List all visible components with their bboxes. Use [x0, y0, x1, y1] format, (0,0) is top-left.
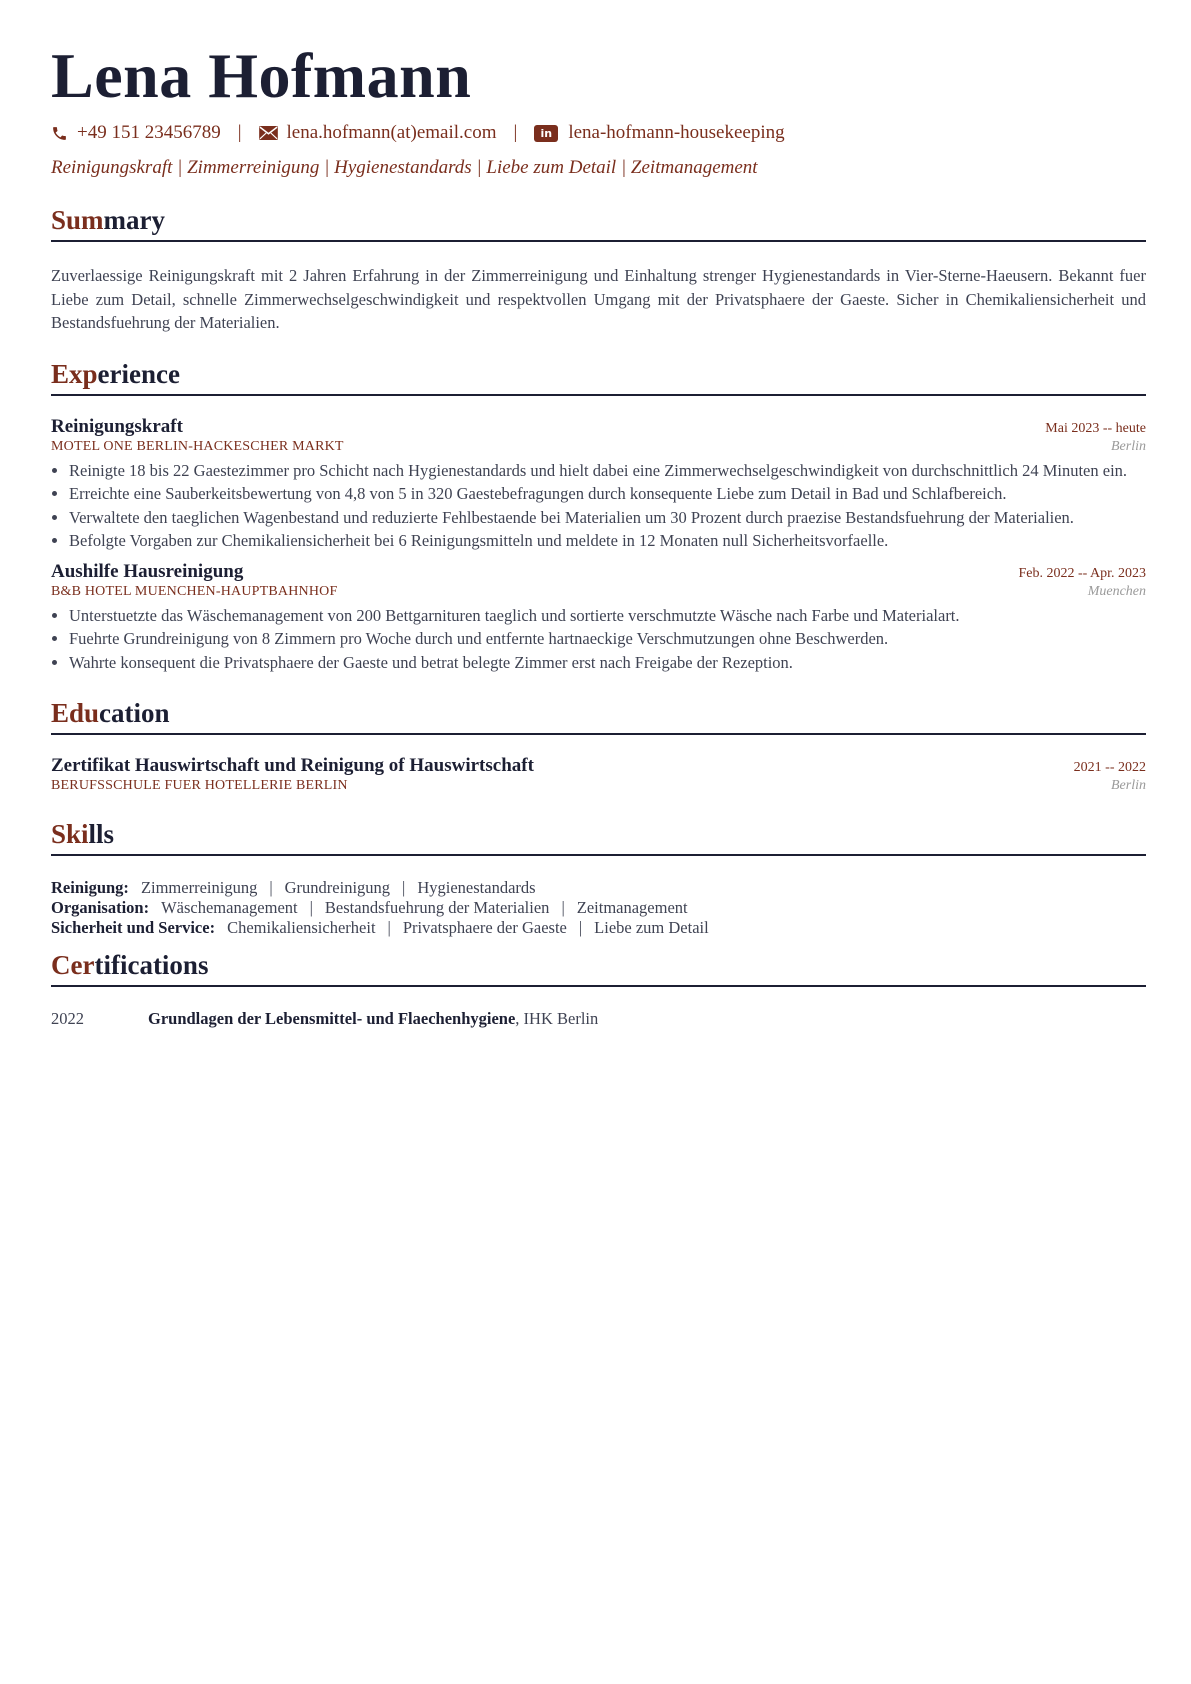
candidate-name	[51, 36, 1146, 116]
section-title-skills: Skills	[51, 817, 1146, 856]
bullet-item: • Wahrte konsequent die Privatsphaere der Gaeste und betrat belegte Zimmer erst nach Freigabe der Rezeption.	[69, 651, 1146, 675]
linkedin-handle: lena-hofmann-housekeeping	[568, 122, 785, 143]
bullet-item: • Fuehrte Grundreinigung von 8 Zimmern pro Woche durch und entfernte hartnaeckige Verschmutzungen ohne Beschwerden.	[69, 627, 1146, 651]
job-title: Aushilfe Hausreinigung	[51, 560, 244, 582]
email-contact[interactable]	[259, 122, 497, 144]
school-location: Berlin	[1111, 778, 1146, 793]
headline-tagline: Reinigungskraft | Zimmerreinigung | Hygienestandards | Liebe zum Detail | Zeitmanagement	[51, 157, 758, 178]
skill-item: Chemikaliensicherheit	[227, 918, 376, 937]
contact-separator: |	[237, 122, 242, 143]
skill-separator: |	[578, 918, 583, 937]
employer: B&B HOTEL MUENCHEN-HAUPTBAHNHOF	[51, 583, 338, 599]
skill-item: Bestandsfuehrung der Materialien	[324, 898, 550, 917]
employer: MOTEL ONE BERLIN-HACKESCHER MARKT	[51, 438, 344, 454]
skill-item: Grundreinigung	[284, 878, 391, 897]
certifications-section	[51, 948, 1146, 1029]
job-title: Reinigungskraft	[51, 415, 183, 437]
skill-category: Reinigung:	[51, 878, 129, 897]
experience-section	[51, 357, 1146, 675]
certification-entry	[51, 1009, 1146, 1029]
job-location: Muenchen	[1087, 583, 1146, 599]
contact-separator: |	[513, 122, 518, 143]
bullet-item: • Unterstuetzte das Wäschemanagement von 200 Bettgarnituren taeglich und sortierte verschmutzte Wäsche nach Farbe und Materialart.	[69, 604, 1146, 628]
school-name: BERUFSSCHULE FUER HOTELLERIE BERLIN	[51, 778, 348, 793]
education-entry	[51, 755, 1146, 794]
skill-item: Privatsphaere der Gaeste	[402, 918, 567, 937]
job-dates: Feb. 2022 -- Apr. 2023	[1018, 565, 1146, 581]
education-dates: 2021 -- 2022	[1073, 760, 1146, 775]
envelope-icon	[259, 126, 278, 140]
skill-item: Wäschemanagement	[161, 898, 298, 917]
education-section	[51, 696, 1146, 794]
certification-name: Grundlagen der Lebensmittel- und Flaechenhygiene	[148, 1009, 516, 1028]
skill-category: Sicherheit und Service:	[51, 918, 216, 937]
summary-section	[51, 203, 1146, 335]
bullet-item: • Befolgte Vorgaben zur Chemikaliensicherheit bei 6 Reinigungsmitteln und meldete in 12 Monaten null Sicherheitsvorfaelle.	[69, 529, 1146, 553]
contact-line	[51, 120, 1146, 146]
job-bullets	[51, 604, 1146, 675]
job-bullets	[51, 459, 1146, 553]
degree-title: Zertifikat Hauswirtschaft und Reinigung of Hauswirtschaft	[51, 755, 534, 776]
job-location: Berlin	[1111, 438, 1146, 454]
phone-contact[interactable]	[51, 122, 221, 144]
skill-item: Zimmerreinigung	[140, 878, 258, 897]
section-title-education: Education	[51, 696, 1146, 735]
first-name: Lena	[51, 40, 192, 111]
resume-page	[51, 36, 1146, 1029]
skill-separator: |	[269, 878, 273, 897]
experience-entry	[51, 561, 1146, 675]
linkedin-icon: in	[534, 125, 558, 142]
bullet-item: • Verwaltete den taeglichen Wagenbestand und reduzierte Fehlbestaende bei Materialien um 30 Prozent durch praezise Bestandsfuehrung der Materialien.	[69, 506, 1146, 530]
section-title-experience: Experience	[51, 357, 1146, 396]
skills-section	[51, 817, 1146, 938]
bullet-item: • Reinigte 18 bis 22 Gaestezimmer pro Schicht nach Hygienestandards und hielt dabei eine Zimmerwechselgeschwindigkeit von durchschnittlich 24 Minuten ein.	[69, 459, 1146, 483]
skill-category: Organisation:	[51, 898, 150, 917]
job-dates: Mai 2023 -- heute	[1045, 420, 1146, 436]
bullet-item: • Erreichte eine Sauberkeitsbewertung von 4,8 von 5 in 320 Gaestebefragungen durch konsequente Liebe zum Detail in Bad und Schlafbereich.	[69, 482, 1146, 506]
certification-year: 2022	[51, 1009, 84, 1028]
summary-text: Zuverlaessige Reinigungskraft mit 2 Jahren Erfahrung in der Zimmerreinigung und Einhaltung strenger Hygienestandards in Vier-Sterne-Haeusern. Bekannt fuer Liebe zum Detail, schnelle Zimmerwechselgeschwindigkeit und respektvollen Umgang mit der Privatsphaere der Gaeste. Sicher in Chemikaliensicherheit und Bestandsfuehrung der Materialien.	[51, 266, 1146, 332]
skills-list	[51, 878, 1146, 938]
skill-separator: |	[402, 878, 406, 897]
skill-item: Hygienestandards	[417, 878, 536, 897]
certification-issuer: , IHK Berlin	[515, 1009, 599, 1028]
phone-icon	[51, 125, 68, 142]
section-title-certifications: Certifications	[51, 948, 1146, 987]
skill-separator: |	[561, 898, 565, 917]
skill-row	[51, 918, 1146, 938]
skill-row	[51, 898, 1146, 918]
section-title-summary: Summary	[51, 203, 1146, 242]
skill-item: Zeitmanagement	[576, 898, 688, 917]
last-name: Hofmann	[208, 40, 472, 111]
linkedin-contact[interactable]	[534, 122, 784, 144]
skill-separator: |	[309, 898, 313, 917]
phone-number: +49 151 23456789	[77, 122, 221, 143]
experience-entry	[51, 416, 1146, 553]
skill-item: Liebe zum Detail	[594, 918, 709, 937]
skill-row	[51, 878, 1146, 898]
email-address: lena.hofmann(at)email.com	[286, 122, 497, 143]
skill-separator: |	[387, 918, 391, 937]
